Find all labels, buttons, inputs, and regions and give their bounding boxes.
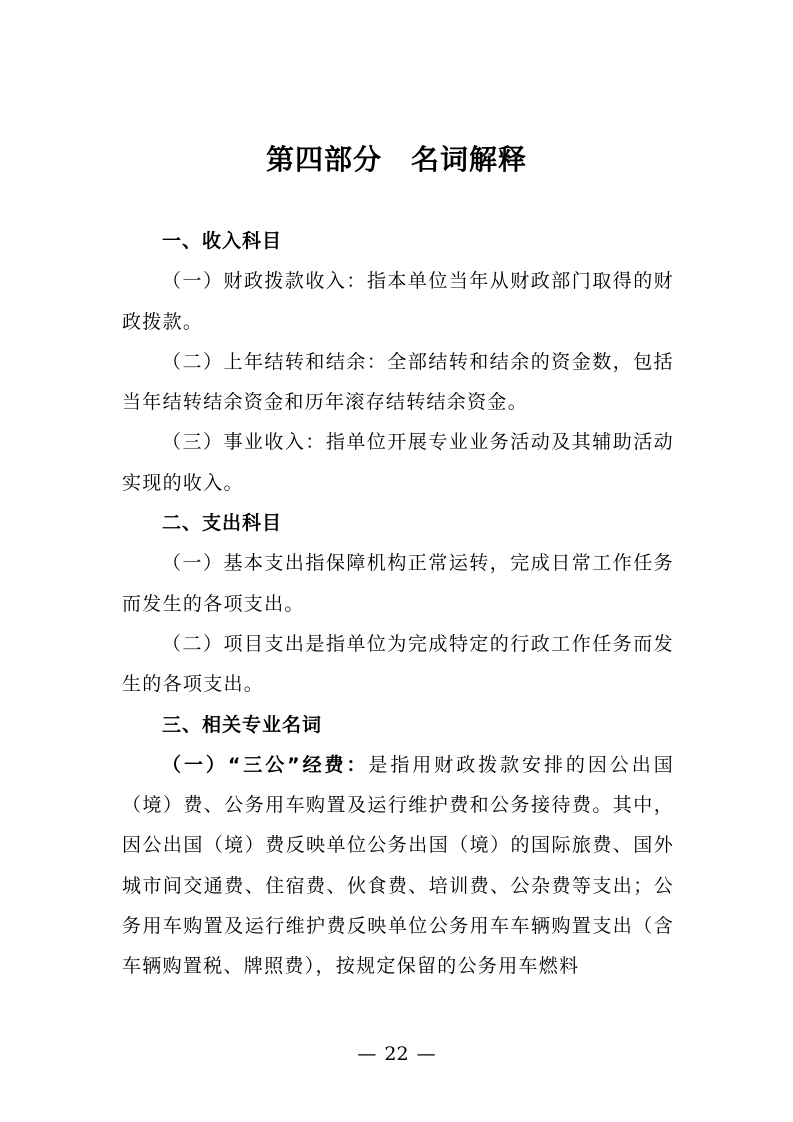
expense-item-1: （一）基本支出指保障机构正常运转，完成日常工作任务而发生的各项支出。 (122, 552, 674, 615)
income-item-1: （一）财政拨款收入：指本单位当年从财政部门取得的财政拨款。 (122, 270, 674, 333)
document-body (122, 221, 674, 987)
term-paragraph-three-public (122, 745, 674, 987)
section-heading-terms: 三、相关专业名词 (162, 713, 323, 736)
term-label: （一）“三公”经费： (162, 753, 369, 776)
section-heading-expense: 二、支出科目 (162, 512, 283, 535)
income-item-3: （三）事业收入：指单位开展专业业务活动及其辅助活动实现的收入。 (122, 431, 674, 494)
expense-item-2: （二）项目支出是指单位为完成特定的行政工作任务而发生的各项支出。 (122, 632, 674, 696)
footer-dash-left: — (357, 1043, 377, 1065)
section-heading-income: 一、收入科目 (162, 230, 283, 252)
page-footer (0, 1040, 793, 1068)
page-title: 第四部分 名词解释 (265, 143, 527, 176)
term-definition: 是指用财政拨款安排的因公出国（境）费、公务用车购置及运行维护费和公务接待费。其中，因公出国（境）费反映单位公务出国（境）的国际旅费、国外城市间交通费、住宿费、伙食费、培训费、公杂费等支出；公务用车购置及运行维护费反映单位公务用车车辆购置支出（含车辆购置税、牌照费），按规定保留的公务用车燃料 (122, 753, 674, 978)
income-item-2: （二）上年结转和结余：全部结转和结余的资金数，包括当年结转结余资金和历年滚存结转结余资金。 (122, 350, 674, 414)
page-number: 22 (384, 1043, 409, 1065)
footer-dash-right: — (416, 1043, 436, 1065)
